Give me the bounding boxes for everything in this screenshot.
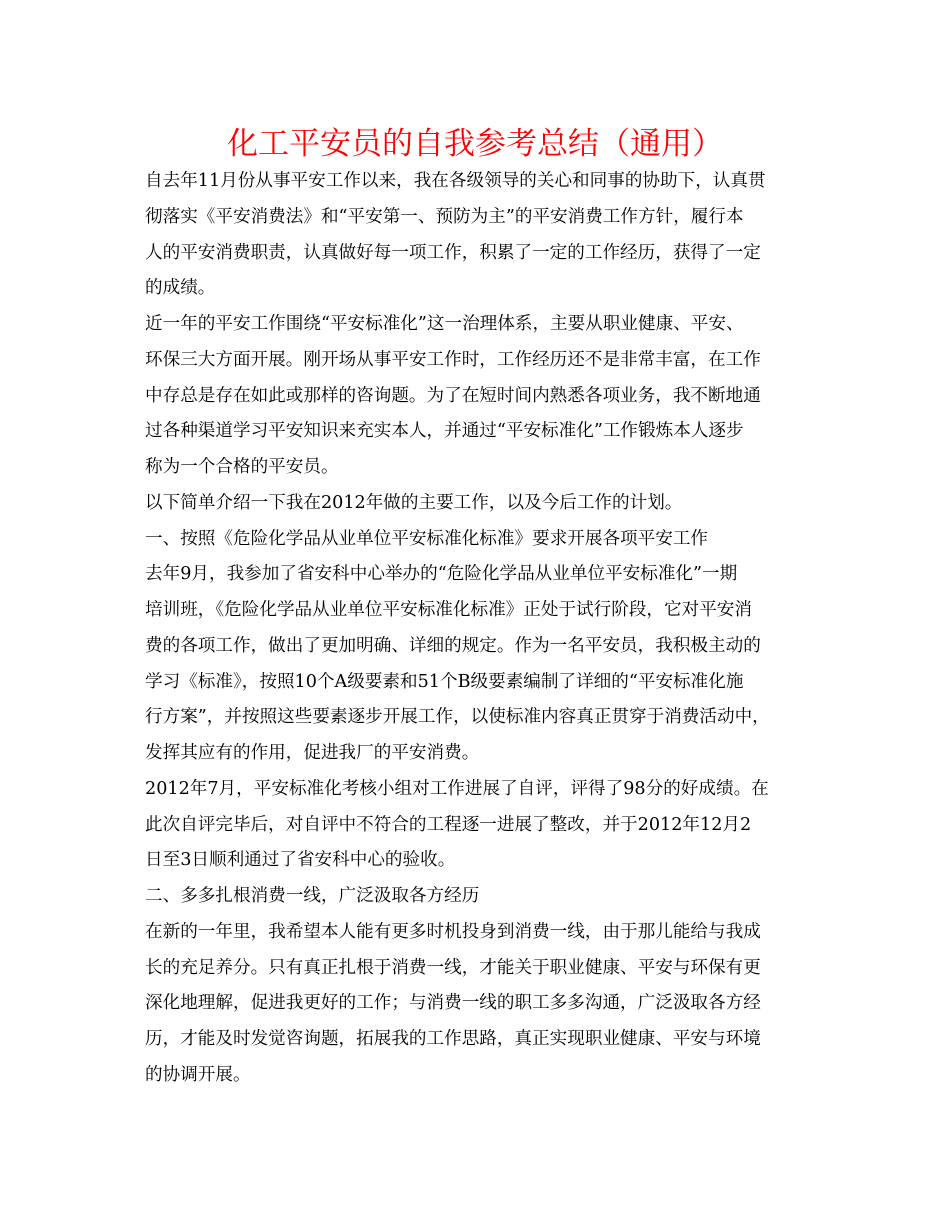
- text-line: 环保三大方面开展。刚开场从事平安工作时，工作经历还不是非常丰富，在工作: [145, 349, 761, 370]
- text-line: 2012年7月，平安标准化考核小组对工作进展了自评，评得了98分的好成绩。在: [145, 778, 769, 799]
- paragraph: [145, 486, 810, 522]
- text-line: 二、多多扎根消费一线，广泛汲取各方经历: [145, 886, 480, 906]
- text-line: 费的各项工作，做出了更加明确、详细的规定。作为一名平安员，我积极主动的: [145, 635, 761, 656]
- text-line: 行方案”，并按照这些要素逐步开展工作，以使标准内容真正贯穿于消费活动中，: [145, 707, 770, 728]
- text-line: 的成绩。: [145, 278, 216, 299]
- paragraph: [145, 557, 810, 772]
- text-line: 培训班，《危险化学品从业单位平安标准化标准》正处于试行阶段，它对平安消: [145, 600, 752, 620]
- text-line: 深化地理解，促进我更好的工作；与消费一线的职工多多沟通，广泛汲取各方经: [145, 993, 761, 1014]
- text-line: 长的充足养分。只有真正扎根于消费一线，才能关于职业健康、平安与环保有更: [145, 957, 761, 978]
- document-body: [145, 164, 810, 1094]
- text-line: 去年9月，我参加了省安科中心举办的“危险化学品从业单位平安标准化”一期: [145, 564, 738, 585]
- text-line: 过各种渠道学习平安知识来充实本人，并通过“平安标准化”工作锻炼本人逐步: [145, 421, 744, 442]
- text-line: 人的平安消费职责，认真做好每一项工作，积累了一定的工作经历，获得了一定: [145, 242, 761, 263]
- text-line: 的协调开展。: [145, 1064, 251, 1085]
- document-title: 化工平安员的自我参考总结（通用）: [227, 126, 723, 162]
- text-line: 称为一个合格的平安员。: [145, 457, 339, 477]
- paragraph: [145, 772, 810, 879]
- paragraph: [145, 522, 810, 558]
- text-line: 日至3日顺利通过了省安科中心的验收。: [145, 850, 456, 871]
- text-line: 此次自评完毕后，对自评中不符合的工程逐一进展了整改，并于2012年12月2: [145, 814, 752, 835]
- paragraph: [145, 879, 810, 915]
- text-line: 发挥其应有的作用，促进我厂的平安消费。: [145, 743, 480, 763]
- paragraph: [145, 915, 810, 1094]
- text-line: 学习《标准》，按照10个A级要素和51个B级要素编制了详细的“平安标准化施: [145, 671, 744, 692]
- text-line: 自去年11月份从事平安工作以来，我在各级领导的关心和同事的协助下，认真贯: [145, 171, 766, 191]
- text-line: 历，才能及时发觉咨询题，拓展我的工作思路，真正实现职业健康、平安与环境: [145, 1029, 761, 1049]
- text-line: 在新的一年里，我希望本人能有更多时机投身到消费一线，由于那儿能给与我成: [145, 921, 761, 942]
- paragraph: [145, 164, 810, 307]
- text-line: 彻落实《平安消费法》和“平安第一、预防为主”的平安消费工作方针，履行本: [145, 206, 744, 227]
- paragraph: [145, 307, 810, 486]
- text-line: 近一年的平安工作围绕“平安标准化”这一治理体系，主要从职业健康、平安、: [145, 314, 744, 334]
- text-line: 一、按照《危险化学品从业单位平安标准化标准》要求开展各项平安工作: [145, 528, 709, 549]
- text-line: 以下简单介绍一下我在2012年做的主要工作，以及今后工作的计划。: [145, 492, 683, 513]
- text-line: 中存总是存在如此或那样的咨询题。为了在短时间内熟悉各项业务，我不断地通: [145, 385, 761, 406]
